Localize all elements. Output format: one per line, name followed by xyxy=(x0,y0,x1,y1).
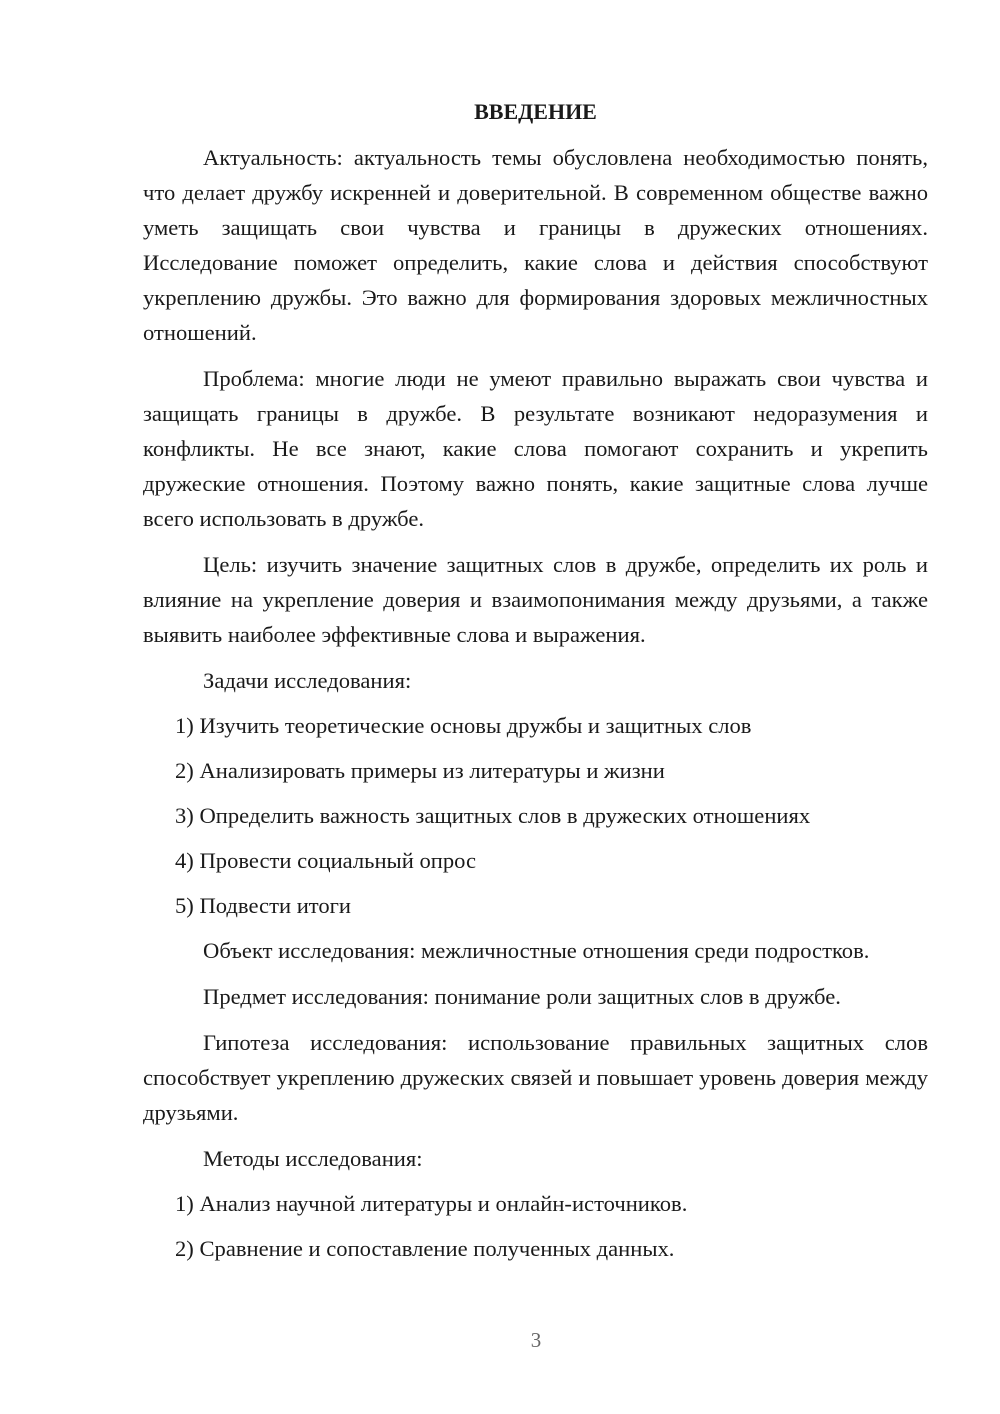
page-content xyxy=(143,94,928,1276)
tasks-list xyxy=(143,708,928,923)
list-item: 1) Анализ научной литературы и онлайн-источников. xyxy=(175,1191,688,1216)
list-item: 4) Провести социальный опрос xyxy=(175,848,477,873)
tasks-heading: Задачи исследования: xyxy=(203,668,412,693)
list-item: 3) Определить важность защитных слов в дружеских отношениях xyxy=(175,803,811,828)
list-item: 1) Изучить теоретические основы дружбы и защитных слов xyxy=(175,713,752,738)
list-item: 2) Сравнение и сопоставление полученных данных. xyxy=(175,1236,675,1261)
problem-paragraph: Проблема: многие люди не умеют правильно выражать свои чувства и защищать границы в дружбе. В результате возникают недоразумения и конфликты. Не все знают, какие слова помогают сохранить и укрепить дружеские отношения. Поэтому важно понять, какие защитные слова лучше всего использовать в дружбе. xyxy=(143,366,928,531)
section-title: ВВЕДЕНИЕ xyxy=(474,99,597,124)
subject-paragraph: Предмет исследования: понимание роли защитных слов в дружбе. xyxy=(203,984,841,1009)
list-item: 5) Подвести итоги xyxy=(175,893,352,918)
relevance-paragraph: Актуальность: актуальность темы обусловлена необходимостью понять, что делает дружбу искренней и доверительной. В современном обществе важно уметь защищать свои чувства и границы в дружеских отношениях. Исследование поможет определить, какие слова и действия способствуют укреплению дружбы. Это важно для формирования здоровых межличностных отношений. xyxy=(143,145,928,345)
hypothesis-paragraph: Гипотеза исследования: использование правильных защитных слов способствует укреплению дружеских связей и повышает уровень доверия между друзьями. xyxy=(143,1030,928,1125)
object-paragraph: Объект исследования: межличностные отношения среди подростков. xyxy=(203,938,870,963)
list-item: 2) Анализировать примеры из литературы и жизни xyxy=(175,758,665,783)
goal-paragraph: Цель: изучить значение защитных слов в дружбе, определить их роль и влияние на укрепление доверия и взаимопонимания между друзьями, а также выявить наиболее эффективные слова и выражения. xyxy=(143,552,928,647)
methods-list xyxy=(143,1186,928,1266)
methods-heading: Методы исследования: xyxy=(203,1146,423,1171)
page-number: 3 xyxy=(530,1328,542,1352)
